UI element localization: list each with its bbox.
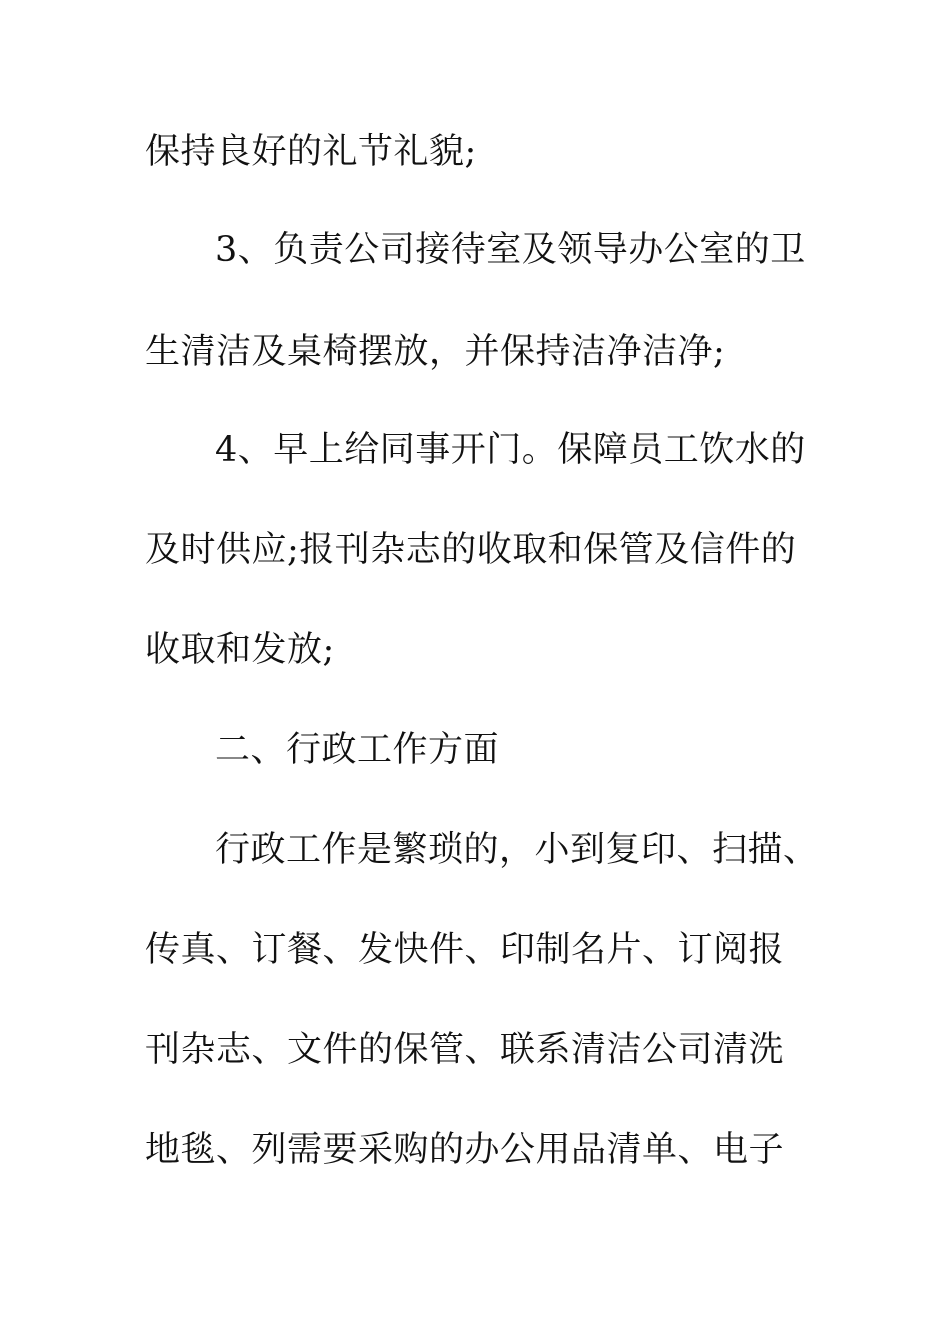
text-line: 及时供应;报刊杂志的收取和保管及信件的	[145, 530, 797, 570]
text-line: 刊杂志、文件的保管、联系清洁公司清洗	[145, 1030, 785, 1070]
text-line: 3、负责公司接待室及领导办公室的卫	[215, 230, 806, 270]
text-line: 行政工作是繁琐的，小到复印、扫描、	[215, 830, 819, 870]
section-heading: 二、行政工作方面	[215, 730, 500, 770]
text-line: 收取和发放;	[145, 630, 335, 670]
text-line: 生清洁及桌椅摆放，并保持洁净洁净;	[145, 332, 726, 372]
text-line: 4、早上给同事开门。保障员工饮水的	[215, 430, 806, 470]
text-line: 传真、订餐、发快件、印制名片、订阅报	[145, 930, 785, 970]
text-line: 地毯、列需要采购的办公用品清单、电子	[145, 1130, 785, 1170]
text-line: 保持良好的礼节礼貌;	[145, 132, 477, 172]
